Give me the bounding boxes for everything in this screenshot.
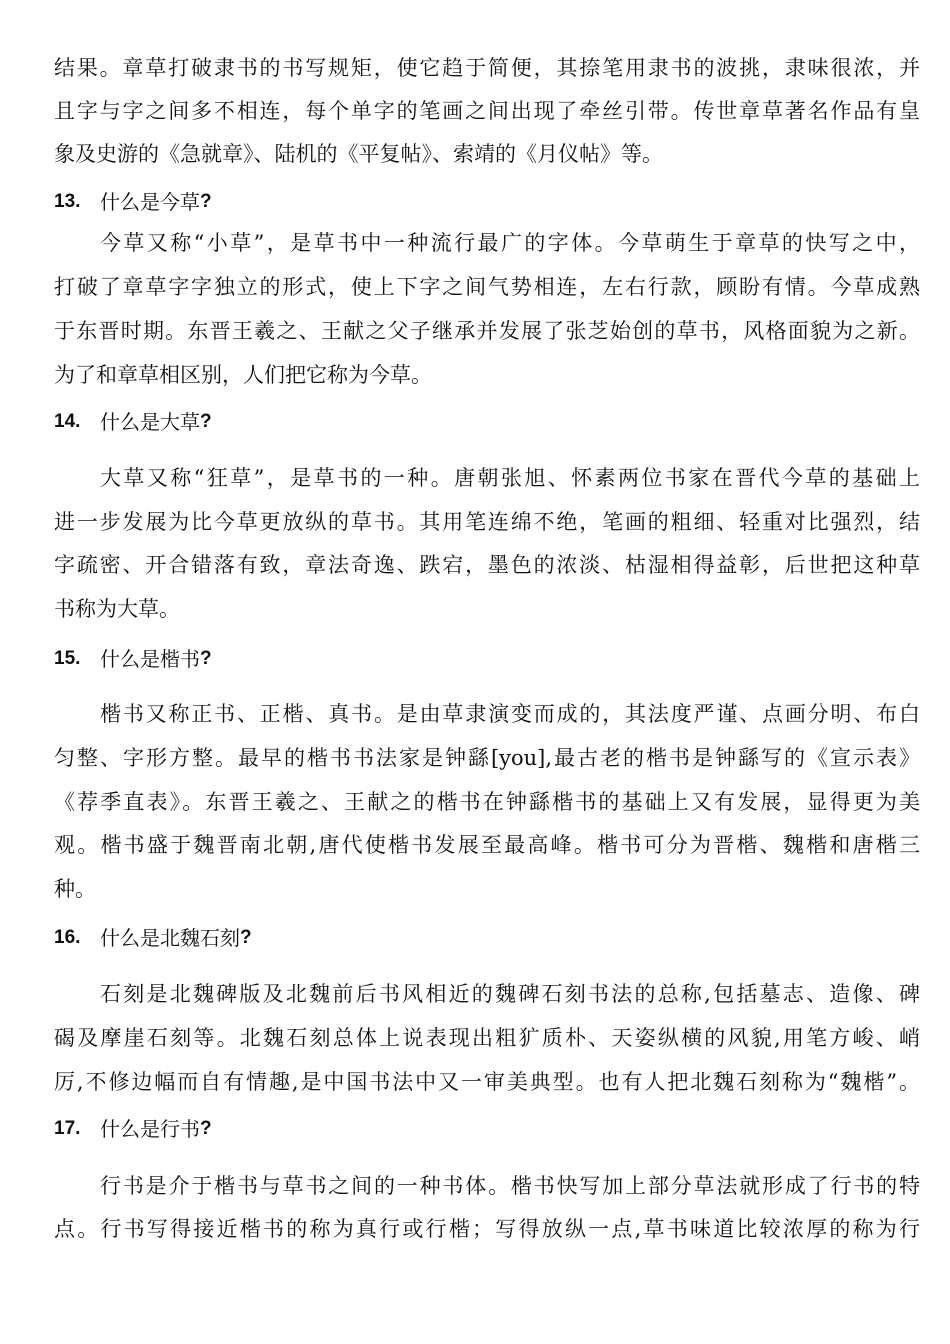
paragraph-line: 于东晋时期。东晋王羲之、王献之父子继承并发展了张芝始创的草书，风格面貌为之新。: [54, 319, 920, 343]
question-text: 什么是大草: [100, 410, 200, 434]
paragraph-line: 《荐季直表》。东晋王羲之、王献之的楷书在钟繇楷书的基础上又有发展，显得更为美: [54, 790, 920, 814]
paragraph-line: 楷书又称正书、正楷、真书。是由草隶演变而成的，其法度严谨、点画分明、布白: [100, 702, 920, 726]
paragraph-line: 匀整、字形方整。最早的楷书书法家是钟繇[you],最古老的楷书是钟繇写的《宣示表》: [54, 746, 920, 770]
question-heading-13: [54, 187, 212, 217]
question-mark: ?: [200, 411, 212, 432]
paragraph-line: 碣及摩崖石刻等。北魏石刻总体上说表现出粗犷质朴、天姿纵横的风貌,用笔方峻、峭: [54, 1026, 920, 1050]
paragraph-line: 为了和章草相区别，人们把它称为今草。: [54, 363, 432, 387]
paragraph-line: 结果。章草打破隶书的书写规矩，使它趋于简便，其捺笔用隶书的波挑，隶味很浓，并: [54, 56, 920, 80]
question-text: 什么是行书: [100, 1117, 200, 1141]
paragraph-line: 打破了章草字字独立的形式，使上下字之间气势相连，左右行款，顾盼有情。今草成熟: [54, 275, 920, 299]
paragraph-line: 今草又称“小草”，是草书中一种流行最广的字体。今草萌生于章草的快写之中，: [100, 231, 920, 255]
question-number: 17.: [54, 1118, 81, 1139]
question-heading-14: [54, 407, 212, 437]
question-text: 什么是今草: [100, 190, 200, 214]
paragraph-line: 厉,不修边幅而自有情趣,是中国书法中又一审美典型。也有人把北魏石刻称为“魏楷”。: [54, 1070, 920, 1094]
question-text: 什么是北魏石刻: [100, 926, 240, 950]
question-number: 14.: [54, 411, 81, 432]
paragraph-line: 点。行书写得接近楷书的称为真行或行楷；写得放纵一点,草书味道比较浓厚的称为行: [54, 1217, 920, 1241]
paragraph-line: 石刻是北魏碑版及北魏前后书风相近的魏碑石刻书法的总称,包括墓志、造像、碑: [100, 982, 920, 1006]
paragraph-line: 行书是介于楷书与草书之间的一种书体。楷书快写加上部分草法就形成了行书的特: [100, 1174, 920, 1198]
question-mark: ?: [240, 927, 252, 948]
question-mark: ?: [200, 191, 212, 212]
question-heading-17: [54, 1114, 212, 1144]
question-number: 16.: [54, 927, 81, 948]
paragraph-line: 象及史游的《急就章》、陆机的《平复帖》、索靖的《月仪帖》等。: [54, 142, 663, 166]
paragraph-line: 进一步发展为比今草更放纵的草书。其用笔连绵不绝，笔画的粗细、轻重对比强烈，结: [54, 510, 920, 534]
question-mark: ?: [200, 1118, 212, 1139]
paragraph-line: 大草又称“狂草”，是草书的一种。唐朝张旭、怀素两位书家在晋代今草的基础上: [100, 466, 920, 490]
paragraph-line: 且字与字之间多不相连，每个单字的笔画之间出现了牵丝引带。传世章草著名作品有皇: [54, 99, 920, 123]
question-number: 13.: [54, 191, 81, 212]
question-mark: ?: [200, 648, 212, 669]
question-number: 15.: [54, 648, 81, 669]
question-heading-15: [54, 644, 212, 674]
question-heading-16: [54, 923, 252, 953]
question-text: 什么是楷书: [100, 647, 200, 671]
paragraph-line: 种。: [54, 877, 96, 901]
paragraph-line: 书称为大草。: [54, 597, 180, 621]
paragraph-line: 字疏密、开合错落有致，章法奇逸、跌宕，墨色的浓淡、枯湿相得益彰，后世把这种草: [54, 553, 920, 577]
paragraph-line: 观。楷书盛于魏晋南北朝,唐代使楷书发展至最高峰。楷书可分为晋楷、魏楷和唐楷三: [54, 833, 920, 857]
